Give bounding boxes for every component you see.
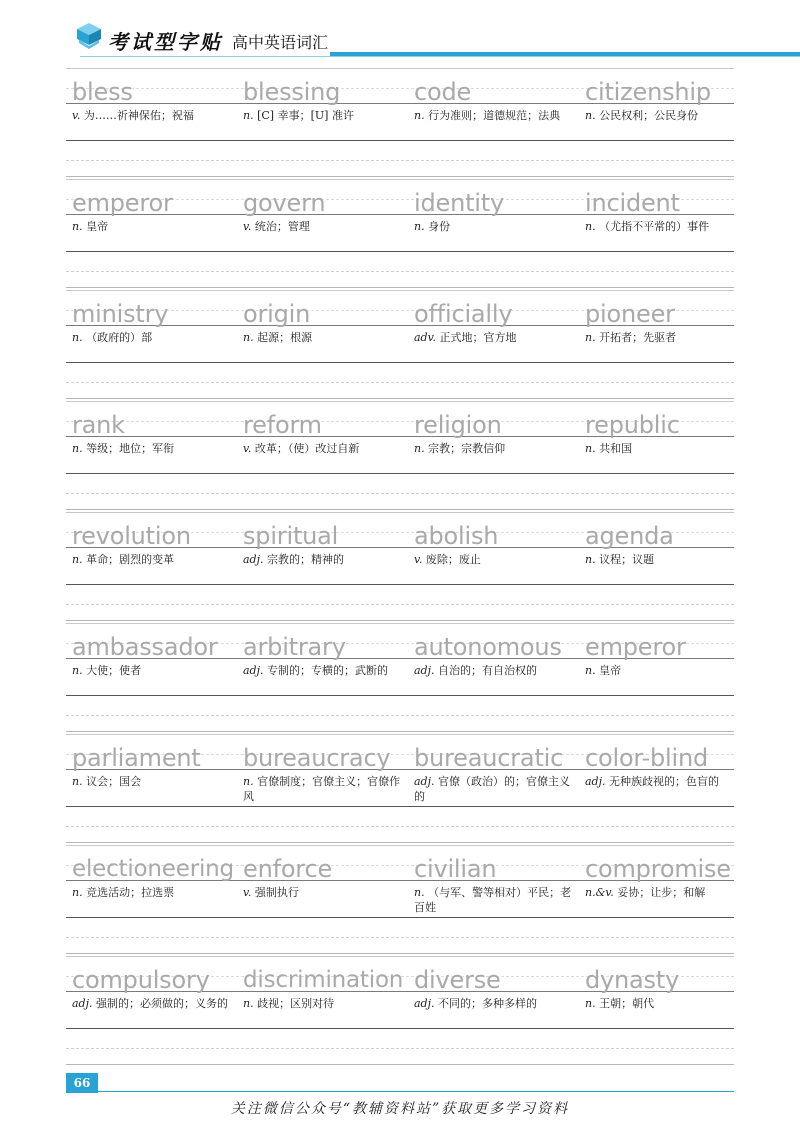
definition-text: 改革；（使）改过自新 [254,442,360,455]
page-header [0,0,800,66]
writing-guide-line [66,382,734,383]
vocab-definition [243,996,403,1011]
part-of-speech: n. [72,220,83,233]
definition-text: （政府的）部 [86,331,153,344]
vocab-word: color-blind [585,744,709,772]
definition-text: 议程；议题 [599,553,655,566]
vocab-word: revolution [72,522,191,550]
writing-guide-line [66,271,734,272]
vocab-definition [414,219,574,234]
vocab-definition [585,219,745,234]
vocab-word: code [414,78,472,106]
part-of-speech: v. [72,109,81,122]
part-of-speech: v. [243,442,252,455]
vocab-row [66,288,734,399]
writing-guide-line [66,160,734,161]
writing-guide-line [66,845,734,846]
vocab-word: officially [414,300,513,328]
vocab-definition [243,441,403,456]
writing-guide-line [66,290,734,291]
part-of-speech: n. [72,553,83,566]
definition-text: 宗教的；精神的 [267,553,345,566]
vocab-row [66,66,734,177]
writing-guide-line [66,584,734,585]
writing-guide-line [66,140,734,141]
writing-guide-line [66,734,734,735]
writing-guide-line [66,1028,734,1029]
part-of-speech: n. [243,775,254,788]
definition-text: [C] 幸事；[U] 准许 [257,109,354,122]
writing-guide-line [66,362,734,363]
vocab-word: electioneering [72,856,234,882]
vocab-word: origin [243,300,311,328]
definition-text: 强制执行 [254,886,299,899]
definition-text: 歧视；区别对待 [257,997,335,1010]
vocab-word: bureaucracy [243,744,391,772]
vocab-row [66,843,734,954]
part-of-speech: v. [243,220,252,233]
vocab-definition [243,663,403,678]
part-of-speech: adv. [414,331,437,344]
vocab-definition [414,330,574,345]
definition-text: 为……祈神保佑；祝福 [83,109,194,122]
writing-guide-line [66,473,734,474]
vocab-definition [585,774,745,789]
definition-text: 等级；地位；军衔 [86,442,175,455]
writing-guide-line [66,715,734,716]
definition-text: 专制的；专横的；武断的 [267,664,389,677]
part-of-speech: n. [585,109,596,122]
writing-guide-line [66,604,734,605]
vocab-definition [243,219,403,234]
definition-text: 宗教；宗教信仰 [428,442,506,455]
vocab-definition [414,996,574,1011]
vocab-definition [243,108,403,123]
vocab-definition [72,885,232,900]
part-of-speech: v. [414,553,423,566]
part-of-speech: n. [72,886,83,899]
vocab-word: reform [243,411,322,439]
definition-text: 自治的；有自治权的 [438,664,538,677]
part-of-speech: n. [243,331,254,344]
vocab-word: incident [585,189,680,217]
book-logo-icon [76,21,102,53]
vocab-definition [585,108,745,123]
vocab-definition [72,219,232,234]
vocab-word: republic [585,411,680,439]
vocab-definition [72,774,232,789]
vocab-row [66,732,734,843]
writing-guide-line [66,512,734,513]
vocab-definition [243,552,403,567]
footer-note: 关注微信公众号“教辅资料站”获取更多学习资料 [230,1101,570,1117]
vocab-definition [585,885,745,900]
vocab-word: bless [72,78,133,106]
vocab-row [66,177,734,288]
vocab-word: ambassador [72,633,218,661]
definition-text: 议会；国会 [86,775,142,788]
writing-guide-line [66,179,734,180]
definition-text: 共和国 [599,442,633,455]
part-of-speech: n. [585,220,596,233]
definition-text: 竞选活动；拉选票 [86,886,175,899]
definition-text: 身份 [428,220,451,233]
vocab-word: pioneer [585,300,675,328]
vocab-definition [414,552,574,567]
definition-text: 公民权利；公民身份 [599,109,699,122]
writing-guide-line [66,401,734,402]
part-of-speech: n. [585,997,596,1010]
vocab-word: agenda [585,522,674,550]
vocab-word: citizenship [585,78,711,106]
part-of-speech: v. [243,886,252,899]
vocab-word: enforce [243,855,333,883]
definition-text: 起源；根源 [257,331,313,344]
definition-text: 不同的；多种多样的 [438,997,538,1010]
definition-text: （与军、警等相对）平民；老百姓 [414,886,572,914]
vocab-word: religion [414,411,502,439]
writing-guide-line [66,937,734,938]
part-of-speech: n. [243,997,254,1010]
part-of-speech: adj. [414,664,435,677]
writing-guide-line [66,956,734,957]
vocab-definition [585,996,745,1011]
vocab-definition [243,885,403,900]
vocab-word: discrimination [243,967,404,993]
vocab-word: rank [72,411,125,439]
definition-text: 大使；使者 [86,664,142,677]
writing-guide-line [66,1048,734,1049]
definition-text: 官僚（政治）的；官僚主义的 [414,775,571,803]
vocab-definition [72,663,232,678]
vocab-word: spiritual [243,522,339,550]
definition-text: 革命；剧烈的变革 [86,553,175,566]
definition-text: 无种族歧视的；色盲的 [609,775,720,788]
vocab-row [66,621,734,732]
part-of-speech: adj. [72,997,93,1010]
vocab-word: arbitrary [243,633,346,661]
vocab-row [66,954,734,1065]
part-of-speech: n. [585,442,596,455]
definition-text: 开拓者；先驱者 [599,331,677,344]
vocab-definition [414,663,574,678]
definition-text: 王朝；朝代 [599,997,655,1010]
vocab-word: compulsory [72,966,210,994]
part-of-speech: n. [414,886,425,899]
writing-guide-line [66,806,734,807]
vocab-word: parliament [72,744,201,772]
vocab-definition [414,441,574,456]
vocab-definition [72,996,232,1011]
writing-guide-line [66,493,734,494]
writing-guide-line [66,623,734,624]
vocab-definition [243,330,403,345]
vocab-word: emperor [585,633,686,661]
vocab-definition [414,774,574,804]
vocab-word: abolish [414,522,499,550]
part-of-speech: n. [72,331,83,344]
definition-text: 行为准则；道德规范；法典 [428,109,561,122]
definition-text: 皇帝 [599,664,622,677]
part-of-speech: n. [414,220,425,233]
vocab-definition [243,774,403,804]
vocab-definition [72,441,232,456]
part-of-speech: n. [414,442,425,455]
writing-guide-line [66,695,734,696]
writing-guide-line [66,1064,734,1065]
part-of-speech: adj. [243,664,264,677]
part-of-speech: n. [72,442,83,455]
vocab-word: civilian [414,855,497,883]
writing-guide-line [66,917,734,918]
definition-text: 统治；管理 [254,220,310,233]
vocab-definition [585,441,745,456]
definition-text: 皇帝 [86,220,109,233]
definition-text: 强制的；必须做的；义务的 [96,997,229,1010]
vocab-word: bureaucratic [414,744,564,772]
vocab-word: emperor [72,189,173,217]
vocab-definition [72,108,232,123]
footer-rule [98,1091,734,1092]
vocab-word: diverse [414,966,501,994]
header-rule [80,56,800,57]
definition-text: （尤指不平常的）事件 [599,220,710,233]
definition-text: 官僚制度；官僚主义；官僚作风 [243,775,401,803]
part-of-speech: adj. [585,775,606,788]
writing-guide-line [66,826,734,827]
vocabulary-grid [66,66,734,1065]
part-of-speech: adj. [414,997,435,1010]
vocab-definition [414,108,574,123]
vocab-word: dynasty [585,966,680,994]
writing-guide-line [66,68,734,69]
part-of-speech: adj. [243,553,264,566]
part-of-speech: n. [243,109,254,122]
part-of-speech: n.&v. [585,886,614,899]
vocab-word: autonomous [414,633,562,661]
brand-title: 考试型字贴 [108,30,223,54]
definition-text: 妥协；让步；和解 [617,886,706,899]
part-of-speech: n. [72,664,83,677]
writing-guide-line [66,251,734,252]
part-of-speech: n. [585,664,596,677]
definition-text: 废除；废止 [425,553,481,566]
vocab-word: identity [414,189,504,217]
vocab-definition [585,663,745,678]
vocab-definition [72,552,232,567]
definition-text: 正式地；官方地 [439,331,517,344]
vocab-word: govern [243,189,326,217]
part-of-speech: n. [585,553,596,566]
vocab-word: blessing [243,78,341,106]
vocab-word: ministry [72,300,169,328]
vocab-definition [585,552,745,567]
vocab-definition [585,330,745,345]
subject-title: 高中英语词汇 [232,33,329,52]
part-of-speech: adj. [414,775,435,788]
vocab-word: compromise [585,855,731,883]
vocab-row [66,399,734,510]
part-of-speech: n. [72,775,83,788]
vocab-definition [72,330,232,345]
vocab-row [66,510,734,621]
part-of-speech: n. [414,109,425,122]
part-of-speech: n. [585,331,596,344]
vocab-definition [414,885,574,915]
page-number: 66 [66,1073,98,1093]
